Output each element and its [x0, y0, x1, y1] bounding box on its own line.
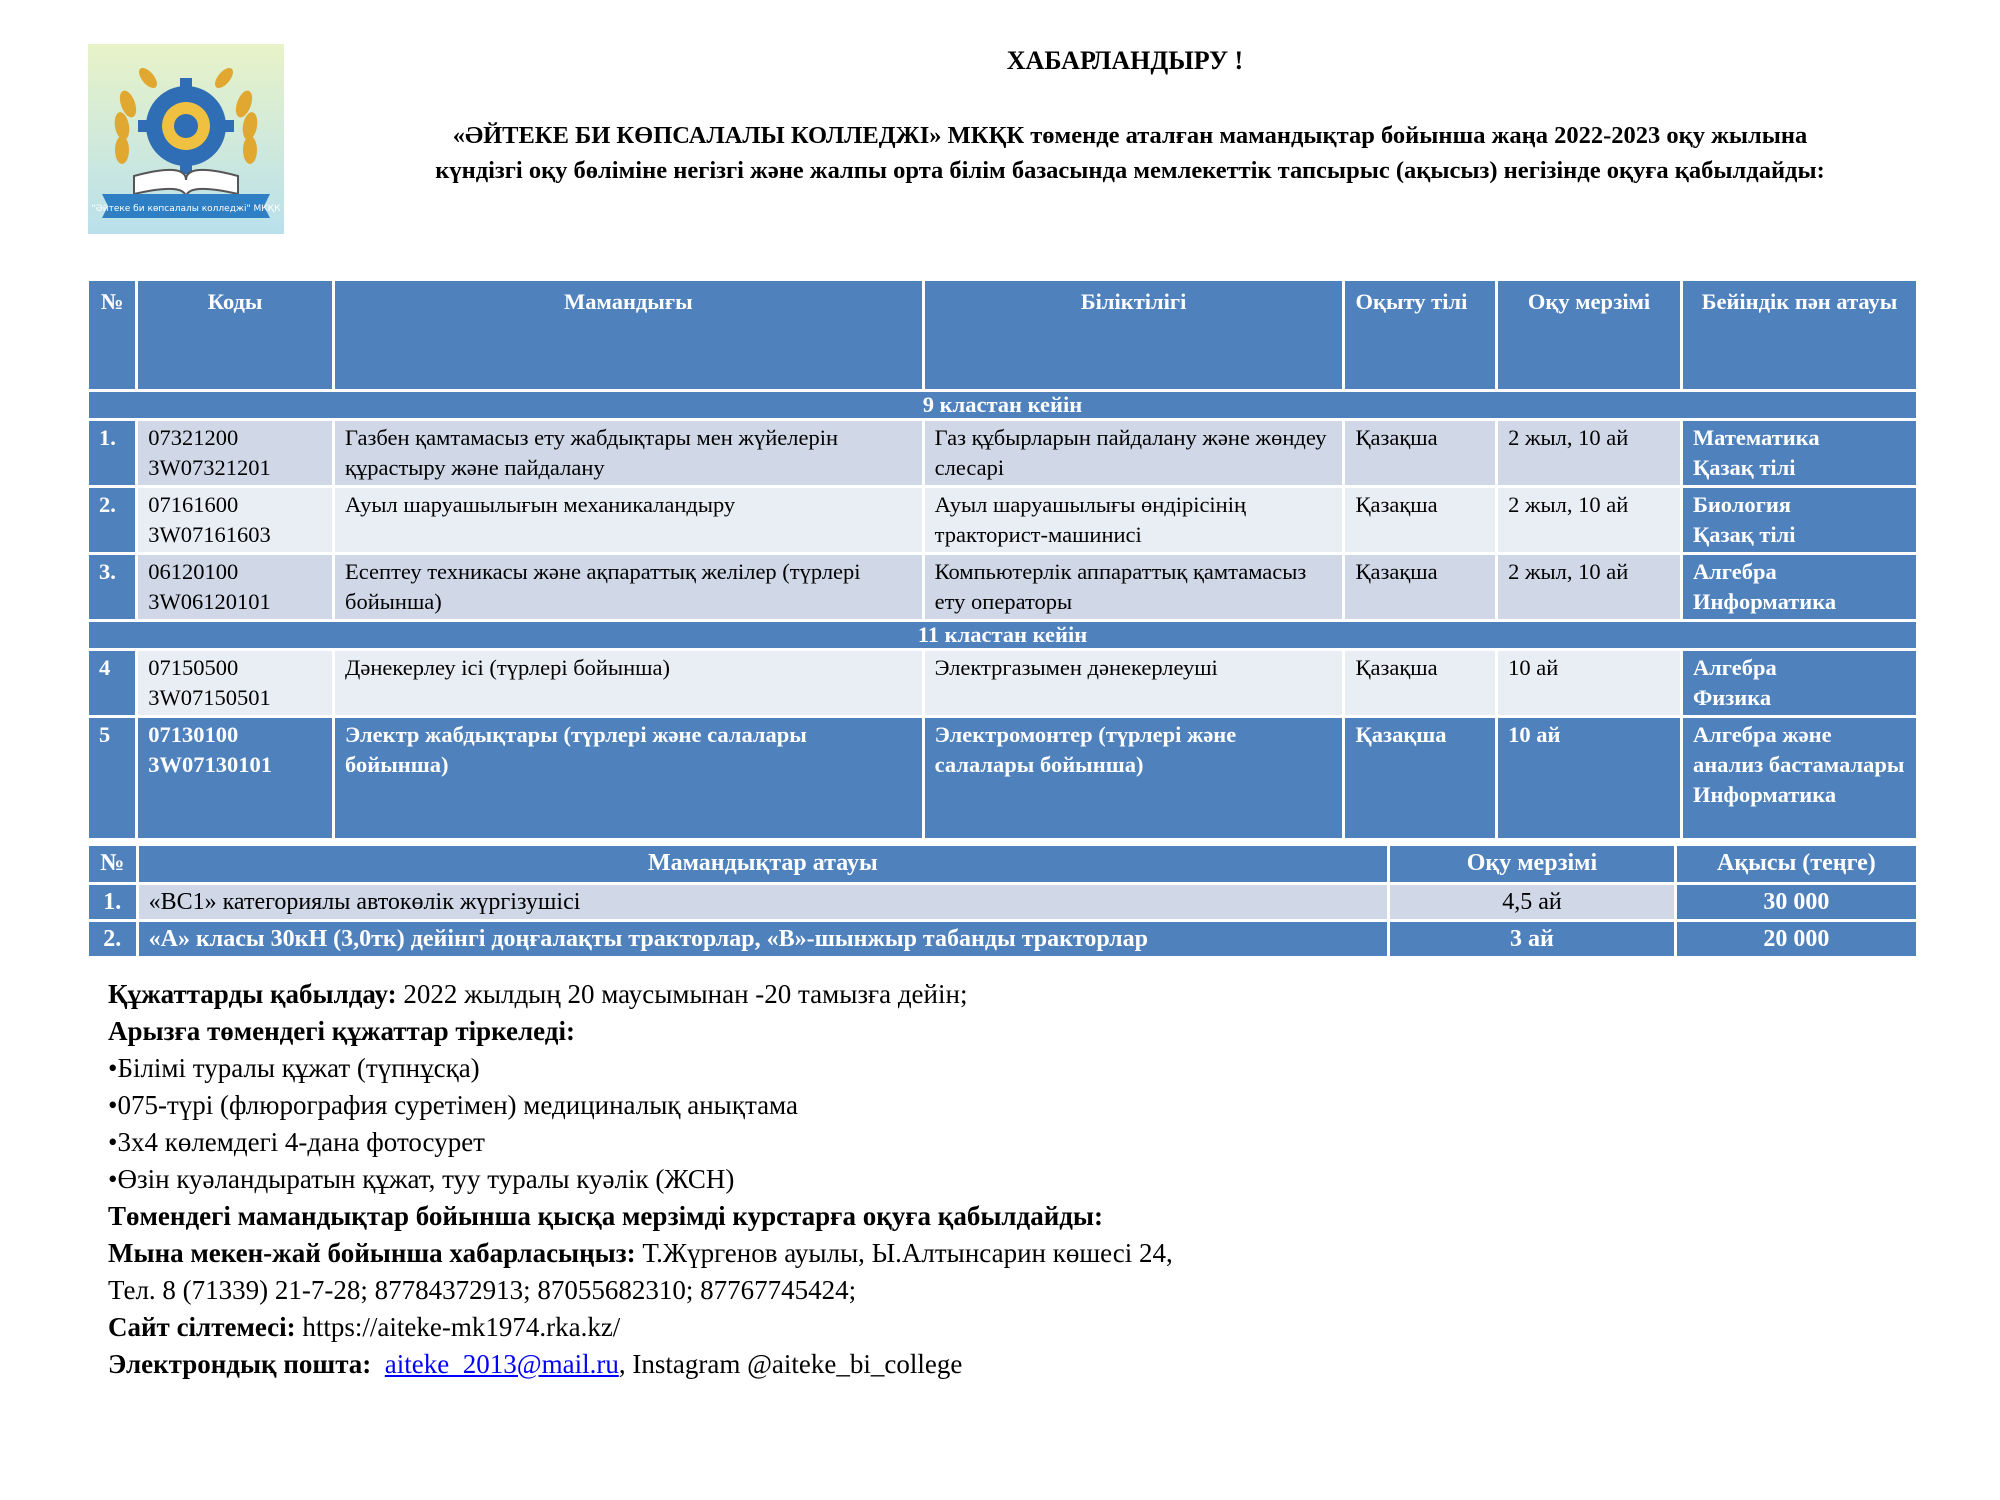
- section-11-class: 11 кластан кейін: [89, 622, 1916, 648]
- course-duration: 3 ай: [1390, 922, 1674, 956]
- list-item: •075-түрі (флюрография суретімен) медициналық анықтама: [108, 1090, 798, 1120]
- course-duration: 4,5 ай: [1390, 885, 1674, 919]
- course-num: 1.: [89, 885, 136, 919]
- row-num: 3.: [89, 555, 135, 619]
- course-name: «ВС1» категориялы автокөлік жүргізушісі: [139, 885, 1387, 919]
- courses-header-row: [89, 846, 1916, 882]
- row-code: 07161600 3W07161603: [138, 488, 332, 552]
- short-courses-heading: Төмендегі мамандықтар бойынша қысқа мерзімді курстарға оқуға қабылдайды:: [108, 1201, 1103, 1231]
- course-num: 2.: [89, 922, 136, 956]
- table-row: [89, 555, 1916, 619]
- col-header-language: Оқыту тілі: [1345, 281, 1495, 389]
- row-specialty: Дәнекерлеу ісі (түрлері бойынша): [335, 651, 922, 715]
- row-duration: 2 жыл, 10 ай: [1498, 488, 1680, 552]
- intro-line-1: «ӘЙТЕКЕ БИ КӨПСАЛАЛЫ КОЛЛЕДЖІ» МКҚК төменде аталған мамандықтар бойынша жаңа 2022-2023 оқу жылына: [452, 122, 1808, 149]
- row-language: Қазақша: [1345, 488, 1495, 552]
- phones-line: Тел. 8 (71339) 21-7-28; 87784372913; 87055682310; 87767745424;: [108, 1275, 857, 1305]
- row-subjects: Алгебра Физика: [1683, 651, 1916, 715]
- table-header-row: [89, 281, 1916, 389]
- row-code: 07150500 3W07150501: [138, 651, 332, 715]
- col-header-specialty: Мамандығы: [335, 281, 922, 389]
- specialties-table: [86, 278, 1919, 841]
- courses-col-duration: Оқу мерзімі: [1390, 846, 1674, 882]
- svg-text:"Әйтеке би көпсалалы колледжі": "Әйтеке би көпсалалы колледжі" МКҚК: [91, 204, 281, 214]
- docs-accept-line: Құжаттарды қабылдау: 2022 жылдың 20 маусымынан -20 тамызға дейін;: [108, 979, 968, 1009]
- info-block: [108, 976, 1908, 1383]
- row-specialty: Газбен қамтамасыз ету жабдықтары мен жүйелерін құрастыру және пайдалану: [335, 421, 922, 485]
- intro-text: [320, 118, 1940, 188]
- row-duration: 2 жыл, 10 ай: [1498, 555, 1680, 619]
- row-subjects: Биология Қазақ тілі: [1683, 488, 1916, 552]
- row-subjects: Алгебра және анализ бастамалары Информатика: [1683, 718, 1916, 838]
- row-code: 06120100 3W06120101: [138, 555, 332, 619]
- row-subjects: Алгебра Информатика: [1683, 555, 1916, 619]
- table-row: [89, 421, 1916, 485]
- email-line: Электрондық пошта: aiteke_2013@mail.ru, Instagram @aiteke_bi_college: [108, 1349, 963, 1379]
- col-header-duration: Оқу мерзімі: [1498, 281, 1680, 389]
- row-num: 1.: [89, 421, 135, 485]
- site-link[interactable]: https://aiteke-mk1974.rka.kz/: [295, 1312, 621, 1342]
- table-row: [89, 885, 1916, 919]
- row-duration: 2 жыл, 10 ай: [1498, 421, 1680, 485]
- row-language: Қазақша: [1345, 421, 1495, 485]
- attach-heading: Арызға төмендегі құжаттар тіркеледі:: [108, 1016, 575, 1046]
- row-duration: 10 ай: [1498, 651, 1680, 715]
- page-title: ХАБАРЛАНДЫРУ !: [1006, 46, 1244, 75]
- row-language: Қазақша: [1345, 651, 1495, 715]
- course-fee: 20 000: [1677, 922, 1916, 956]
- list-item: •Өзін куәландыратын құжат, туу туралы куәлік (ЖСН): [108, 1164, 735, 1194]
- site-line: Сайт сілтемесі: https://aiteke-mk1974.rka.kz/: [108, 1312, 621, 1342]
- col-header-num: №: [89, 281, 135, 389]
- courses-col-fee: Ақысы (теңге): [1677, 846, 1916, 882]
- row-code: 07321200 3W07321201: [138, 421, 332, 485]
- table-row: [89, 718, 1916, 838]
- row-num: 2.: [89, 488, 135, 552]
- row-specialty: Есептеу техникасы және ақпараттық желілер (түрлері бойынша): [335, 555, 922, 619]
- col-header-code: Коды: [138, 281, 332, 389]
- row-specialty: Ауыл шаруашылығын механикаландыру: [335, 488, 922, 552]
- courses-col-name: Мамандықтар атауы: [139, 846, 1387, 882]
- row-qualification: Электргазымен дәнекерлеуші: [925, 651, 1343, 715]
- row-duration: 10 ай: [1498, 718, 1680, 838]
- course-fee: 30 000: [1677, 885, 1916, 919]
- row-subjects: Математика Қазақ тілі: [1683, 421, 1916, 485]
- row-num: 4: [89, 651, 135, 715]
- short-courses-table: [86, 843, 1919, 959]
- table-row: [89, 651, 1916, 715]
- row-language: Қазақша: [1345, 555, 1495, 619]
- col-header-subjects: Бейіндік пән атауы: [1683, 281, 1916, 389]
- row-code: 07130100 3W07130101: [138, 718, 332, 838]
- course-name: «А» класы 30кН (3,0тк) дейінгі доңғалақты тракторлар, «В»-шынжыр табанды тракторлар: [139, 922, 1387, 956]
- row-qualification: Газ құбырларын пайдалану және жөндеу слесарі: [925, 421, 1343, 485]
- table-row: [89, 488, 1916, 552]
- col-header-qualification: Біліктілігі: [925, 281, 1343, 389]
- table-row: [89, 922, 1916, 956]
- row-qualification: Компьютерлік аппараттық қамтамасыз ету операторы: [925, 555, 1343, 619]
- row-language: Қазақша: [1345, 718, 1495, 838]
- section-9-class: 9 кластан кейін: [89, 392, 1916, 418]
- contact-line: Мына мекен-жай бойынша хабарласыңыз: Т.Жүргенов ауылы, Ы.Алтынсарин көшесі 24,: [108, 1238, 1173, 1268]
- instagram-text: , Instagram @aiteke_bi_college: [618, 1349, 963, 1379]
- list-item: •3х4 көлемдегі 4-дана фотосурет: [108, 1127, 485, 1157]
- list-item: •Білімі туралы құжат (түпнұсқа): [108, 1053, 480, 1083]
- row-specialty: Электр жабдықтары (түрлері және салалары бойынша): [335, 718, 922, 838]
- intro-line-2: күндізгі оқу бөліміне негізгі және жалпы орта білім базасында мемлекеттік тапсырыс (ақысыз) негізінде оқуға қабылдайды:: [435, 157, 1825, 184]
- row-qualification: Электромонтер (түрлері және салалары бойынша): [925, 718, 1343, 838]
- row-qualification: Ауыл шаруашылығы өндірісінің тракторист-машинисі: [925, 488, 1343, 552]
- college-logo: [88, 44, 284, 234]
- row-num: 5: [89, 718, 135, 838]
- email-link[interactable]: aiteke_2013@mail.ru: [384, 1349, 619, 1379]
- courses-col-num: №: [89, 846, 136, 882]
